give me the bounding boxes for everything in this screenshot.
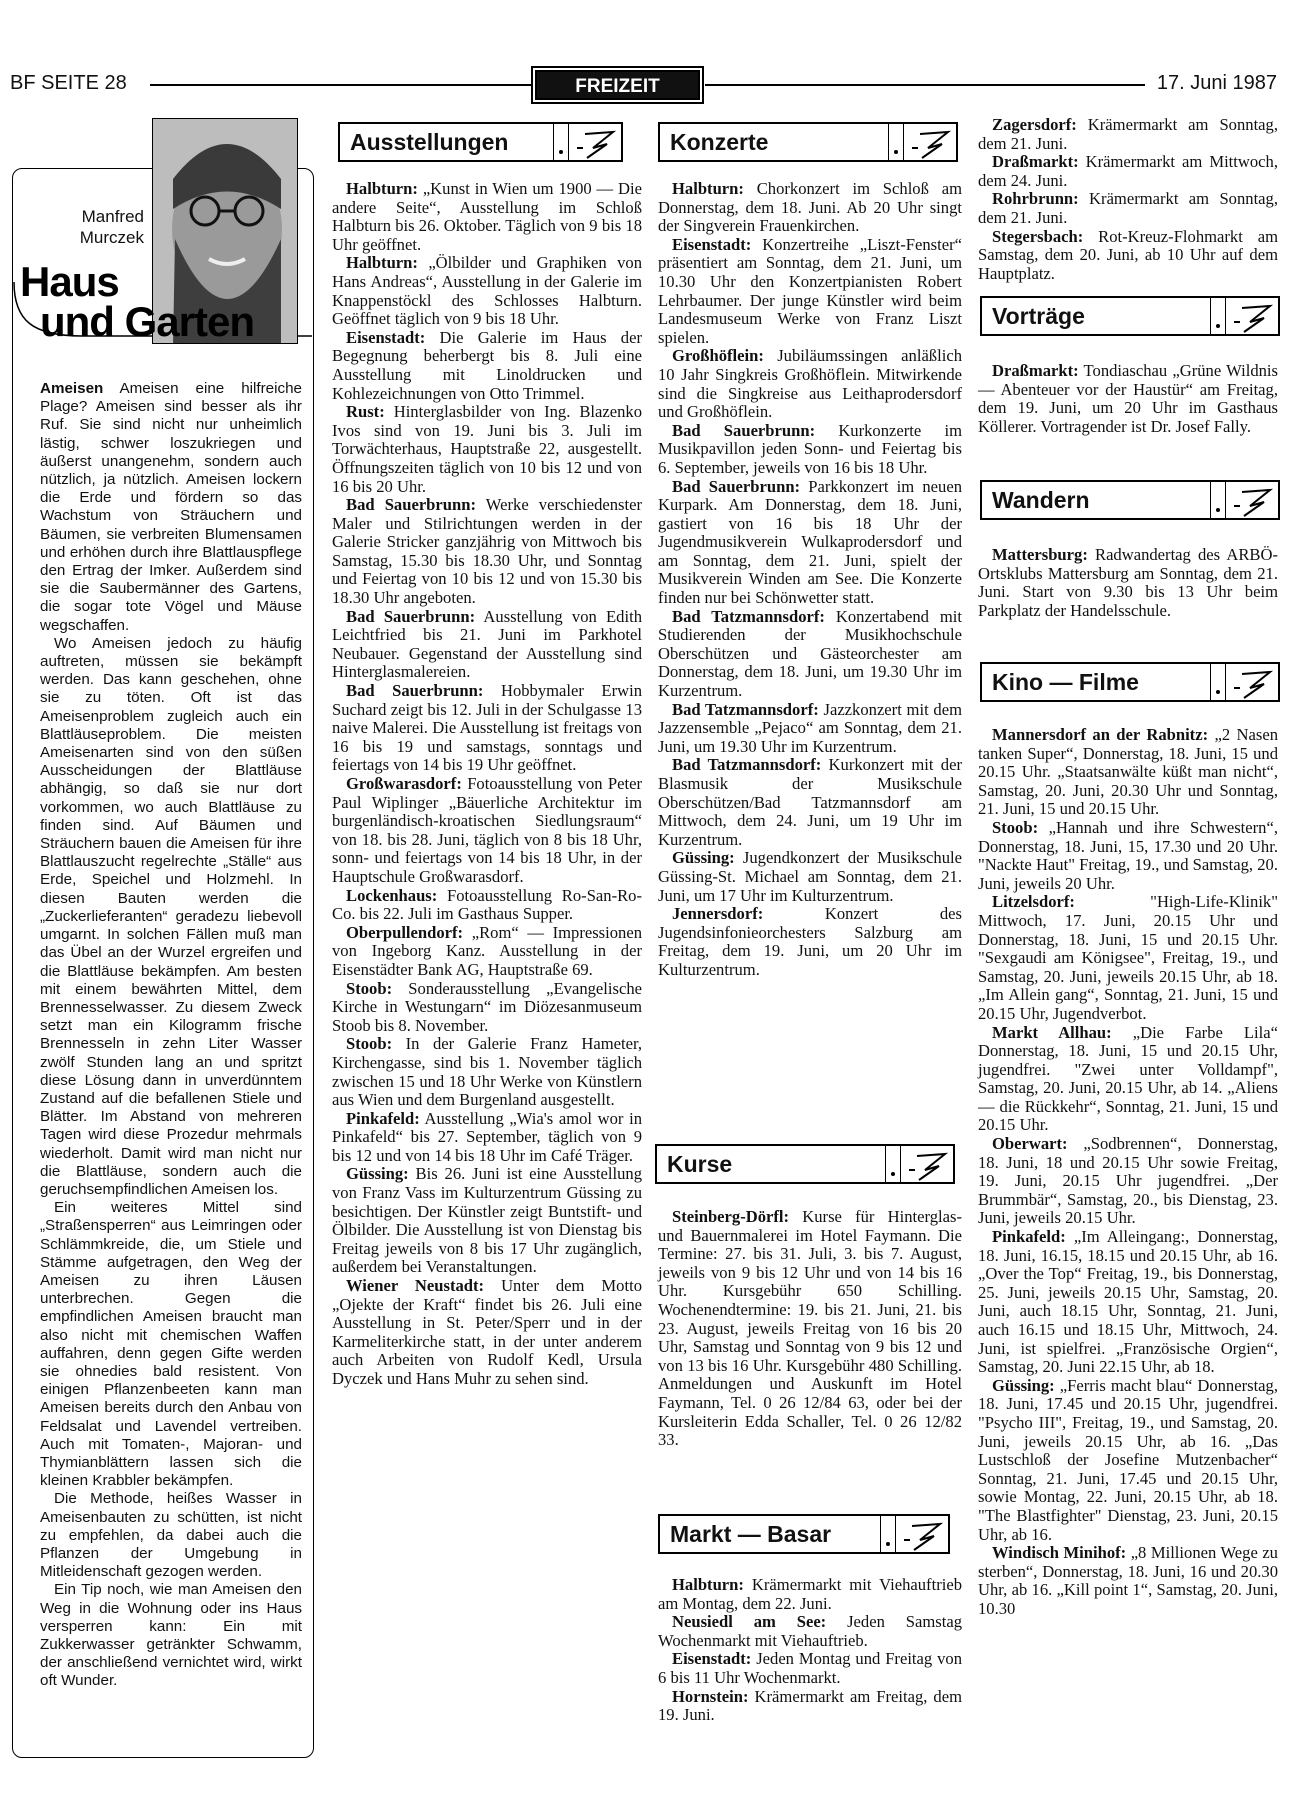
listing-text: Fotoausstellung von Peter Paul Wiplinger „Bäuerliche Architektur im burgenländisch-kroatischen Siedlungsraum“ von 18. bis 28. Juni, täglich von 8 bis 18 Uhr, sonn- und feiertags von 14 bis 18 Uhr, in der Hauptschule Großwarasdorf. bbox=[332, 774, 642, 886]
listing-text: Krämermarkt mit Viehauftrieb am Montag, dem 22. Juni. bbox=[658, 1575, 962, 1613]
section-box-wandern: Wandern bbox=[980, 480, 1280, 520]
section-label: FREIZEIT bbox=[535, 70, 700, 100]
listing-entry bbox=[332, 775, 642, 887]
listing-entry bbox=[658, 1613, 962, 1650]
listing-place: Bad Sauerbrunn: bbox=[346, 681, 484, 701]
page-label: BF SEITE 28 bbox=[10, 72, 127, 94]
listing-place: Lockenhaus: bbox=[346, 885, 438, 905]
listing-place: Rohrbrunn: bbox=[992, 189, 1079, 209]
listing-text: „Hannah und ihre Schwestern“, Donnerstag, 18. Juni, 15, 17.30 und 20 Uhr. "Nackte Haut" Freitag, 19., und Samstag, 20. Juni, jeweils 20 Uhr. bbox=[978, 817, 1278, 893]
listing-place: Markt Allhau: bbox=[992, 1022, 1112, 1042]
issue-date: 17. Juni 1987 bbox=[1156, 72, 1277, 94]
listing-place: Bad Sauerbrunn: bbox=[346, 606, 476, 626]
listing-place: Rust: bbox=[346, 402, 385, 422]
markt-continued-list bbox=[978, 116, 1278, 283]
listing-place: Stoob: bbox=[346, 978, 393, 998]
listing-entry bbox=[658, 1650, 962, 1687]
listing-place: Bad Tatzmannsdorf: bbox=[672, 755, 822, 775]
listing-entry bbox=[978, 819, 1278, 893]
listing-entry bbox=[332, 180, 642, 254]
listing-text: „Im Alleingang:, Donnerstag, 18. Juni, 16.15, 18.15 und 20.15 Uhr, ab 16. „Over the Top“ Freitag, 19., bis Donnerstag, 25. Juni, jeweils 20.15 Uhr, Samstag, 20. Juni, auch 18.15 Uhr, Sonntag, 21. Juni, auch 16.15 und 18.15 Uhr, Mittwoch, 24. Juni, ist spielfrei. „Französische Orgien“, Samstag, 20. Juni 22.15 Uhr, ab 18. bbox=[978, 1227, 1278, 1377]
listing-text: Rot-Kreuz-Flohmarkt am Samstag, dem 20. Juni, ab 10 Uhr auf dem Hauptplatz. bbox=[978, 226, 1278, 283]
listing-text: Werke verschiedenster Maler und Stilrichtungen werden in der Galerie Stricker ganzjährig von Mittwoch bis Samstag, 15.30 bis 18.30 Uhr, und Sonntag und Feiertag von 10 bis 12 und von 15.30 bis 18.30 Uhr angeboten. bbox=[332, 495, 642, 608]
listing-place: Bad Sauerbrunn: bbox=[672, 476, 801, 496]
page-header bbox=[0, 70, 1289, 104]
pen-icon bbox=[1226, 664, 1278, 700]
listing-entry bbox=[978, 362, 1278, 436]
listing-text: Bis 26. Juni ist eine Ausstellung von Franz Vass im Kulturzentrum Güssing zu besichtigen. Der Künstler zeigt Buntstift- und Ölbilder. Die Ausstellung ist von Dienstag bis Freitag jeweils von 8 bis 17 Uhr zugänglich, außerdem bei Veranstaltungen. bbox=[332, 1164, 642, 1277]
listing-place: Halbturn: bbox=[346, 253, 418, 273]
column-body bbox=[40, 380, 302, 1691]
pen-icon bbox=[896, 1516, 948, 1552]
listing-place: Güssing: bbox=[672, 848, 735, 868]
listing-place: Steinberg-Dörfl: bbox=[672, 1207, 790, 1226]
section-box-kurse: Kurse bbox=[655, 1144, 955, 1184]
listing-place: Halbturn: bbox=[672, 1575, 744, 1594]
listing-text: „2 Nasen tanken Super“, Donnerstag, 18. Juni, 15 und 20.15 Uhr. „Staatsanwälte küßt man nicht“, Samstag, 20. Juni, 20.30 Uhr und Sonntag, 21. Juni, 15 und 20.15 Uhr. bbox=[978, 725, 1278, 819]
listing-entry bbox=[332, 496, 642, 608]
listing-entry bbox=[332, 1277, 642, 1389]
listing-place: Oberwart: bbox=[992, 1134, 1068, 1154]
listing-place: Halbturn: bbox=[672, 179, 744, 198]
listing-text: Hinterglasbilder von Ing. Blazenko Ivos sind von 19. Juni bis 3. Juli im Torwächterhaus, Hauptstraße 22, ausgestellt. Öffnungszeiten täglich von 10 bis 12 und von 16 bis 20 Uhr. bbox=[332, 402, 642, 496]
listing-text: Unter dem Motto „Ojekte der Kraft“ findet bis 26. Juli eine Ausstellung in St. Peter/Sperr und in der Karmeliterkirche statt, in der unter anderem auch Arbeiten von Rudolf Kedl, Ursula Dyczek und Hans Muhr zu sehen sind. bbox=[332, 1276, 642, 1388]
listing-place: Pinkafeld: bbox=[992, 1227, 1066, 1247]
listing-place: Bad Tatzmannsdorf: bbox=[672, 606, 825, 626]
listing-entry bbox=[332, 403, 642, 496]
listing-place: Zagersdorf: bbox=[992, 115, 1077, 134]
paragraph: Ein Tip noch, wie man Ameisen den Weg in die Wohnung oder ins Haus versperren kann: Ein mit Zukkerwasser getränkter Schwamm, der anschließend vernichtet wird, wirkt oft Wunder. bbox=[40, 1581, 302, 1690]
listing-entry bbox=[332, 254, 642, 328]
listing-entry bbox=[658, 180, 962, 236]
listing-text: Kurse für Hinterglas- und Bauernmalerei im Hotel Faymann. Die Termine: 27. bis 31. Juli, 3. bis 7. August, jeweils von 9 bis 12 Uhr und von 14 bis 16 Uhr. Kursgebühr 650 Schilling. Wochenendtermine: 19. bis 21. Juni, 21. bis 23. August, jeweils Freitag von 16 bis 20 Uhr, Samstag und Sonntag von 9 bis 12 und von 13 bis 16 Uhr. Kursgebühr 480 Schilling. Anmeldungen und Auskunft im Hotel Faymann, Tel. 0 26 12/84 63, oder bei der Kursleiterin Edda Schaller, Tel. 0 26 12/82 33. bbox=[658, 1207, 962, 1450]
listing-entry bbox=[332, 1110, 642, 1166]
ausstellungen-list bbox=[332, 180, 642, 1389]
listing-text: Jugendkonzert der Musikschule Güssing-St. Michael am Sonntag, dem 21. Juni, um 17 Uhr im Kulturzentrum. bbox=[658, 848, 962, 905]
listing-place: Draßmarkt: bbox=[992, 361, 1079, 380]
listing-place: Halbturn: bbox=[346, 179, 418, 198]
listing-entry bbox=[978, 228, 1278, 284]
listing-text: Sonderausstellung „Evangelische Kirche in Westungarn“ im Diözesanmuseum Stoob bis 8. November. bbox=[332, 978, 642, 1035]
listing-entry bbox=[332, 608, 642, 682]
listing-place: Draßmarkt: bbox=[992, 152, 1079, 172]
pen-icon bbox=[904, 124, 956, 160]
listing-text: Die Galerie im Haus der Begegnung beherbergt bis 8. Juli eine Ausstellung mit Linoldrucken und Kohlezeichnungen von Otto Trimmel. bbox=[332, 327, 642, 403]
listing-text: Radwandertag des ARBÖ-Ortsklubs Mattersburg am Sonntag, dem 21. Juni. Start von 9.30 bis 13 Uhr beim Parkplatz der Handelsschule. bbox=[978, 545, 1278, 620]
paragraph: Wo Ameisen jedoch zu häufig auftreten, müssen sie bekämpft werden. Das kann geschehen, ohne sie zu töten. Oft ist das Ameisenproblem zugleich auch ein Blattläuseproblem. Die meisten Ameisenarten sind von den süßen Ausscheidungen der Blattläuse abhängig, so daß sie nur dort vorkommen, wo auch Blattläuse zu finden sind. Auf Bäumen und Sträuchern bauen die Ameisen für ihre Blattlauszucht regelrechte „Ställe“ aus Erde, Speichel und Holzmehl. In diesen Bauten werden die „Zuckerlieferanten“ geradezu liebevoll umgarnt. In solchen Fällen muß man das Übel an der Wurzel ergreifen und die Blattläuse bekämpfen. Am besten mit einem bewährten Mittel, dem Brennesselwasser. Zu diesem Zweck setzt man ein Kilogramm frische Brennesseln in zehn Liter Wasser zwölf Stunden lang an und spritzt diese Lösung dann in unverdünntem Zustand auf die befallenen Stiele und Blätter. Im Abstand von mehreren Tagen wird diese Prozedur mehrmals wiederholt. Damit wird man nicht nur die Blattläuse, sondern auch die geruchsempfindlichen Ameisen los. bbox=[40, 634, 302, 1198]
listing-place: Eisenstadt: bbox=[672, 234, 752, 254]
listing-place: Stoob: bbox=[992, 817, 1039, 837]
listing-entry bbox=[978, 1544, 1278, 1618]
listing-text: Krämermarkt am Sonntag, dem 21. Juni. bbox=[978, 189, 1278, 227]
listing-place: Bad Sauerbrunn: bbox=[346, 495, 476, 515]
listing-entry bbox=[332, 1165, 642, 1277]
listing-entry bbox=[658, 347, 962, 421]
listing-text: Jeden Montag und Freitag von 6 bis 11 Uhr Wochenmarkt. bbox=[658, 1649, 962, 1687]
paragraph bbox=[40, 380, 302, 635]
listing-entry bbox=[978, 116, 1278, 153]
listing-text: Fotoausstellung Ro-San-Ro-Co. bis 22. Juli im Gasthaus Supper. bbox=[332, 885, 642, 924]
listing-place: Eisenstadt: bbox=[672, 1649, 752, 1669]
paragraph-text: Ameisen eine hilfreiche Plage? Ameisen sind besser als ihr Ruf. Sie sind nicht nur unheimlich lästig, schwer loszukriegen und äußerst unangenehm, sondern auch nützlich, ja nützlich. Ameisen lockern die Erde und fördern so das Wachstum von Sträuchern und Bäumen, sie verbreiten Blumensamen und erhöhen durch ihre Blattlauspflege den Ertrag der Imker. Außerdem sind sie die Saubermänner des Gartens, die sogar tote Vögel und Mäuse wegschaffen. bbox=[40, 380, 302, 634]
listing-text: Kurkonzerte im Musikpavillon jeden Sonn- und Feiertag bis 6. September, jeweils von 16 bis 18 Uhr. bbox=[658, 420, 962, 477]
listing-entry bbox=[978, 1135, 1278, 1228]
listing-place: Neusiedl am See: bbox=[672, 1612, 827, 1632]
pen-icon bbox=[901, 1146, 953, 1182]
listing-text: „8 Millionen Wege zu sterben“, Donnerstag, 18. Juni, 16 und 20.30 Uhr, ab 16. „Kill point 1“, Samstag, 20. Juni, 10.30 bbox=[978, 1543, 1278, 1618]
listing-entry bbox=[332, 980, 642, 1036]
listing-entry bbox=[978, 1024, 1278, 1136]
listing-text: Konzert des Jugendsinfonieorchesters Salzburg am Freitag, dem 19. Juni, um 20 Uhr im Kulturzentrum. bbox=[658, 904, 962, 979]
listing-entry bbox=[978, 726, 1278, 819]
listing-entry bbox=[978, 546, 1278, 620]
listing-entry bbox=[658, 1576, 962, 1613]
listing-entry bbox=[658, 701, 962, 757]
listing-text: Krämermarkt am Freitag, dem 19. Juni. bbox=[658, 1686, 962, 1725]
listing-text: Konzertabend mit Studierenden der Musikhochschule Oberschützen und Gästeorchester am Donnerstag, dem 18. Juni, um 19.30 Uhr im Kurzentrum. bbox=[658, 606, 962, 701]
listing-text: „Ferris macht blau“ Donnerstag, 18. Juni, 17.45 und 20.15 Uhr, jugendfrei. "Psycho III", Freitag, 19., und Samstag, 20. Juni, jeweils 20.15 Uhr, ab 16. „Das Lustschloß der Josefine Mutzenbacher“ Sonntag, 21. Juni, 17.45 und 20.15 Uhr, sowie Montag, 22. Juni, 20.15 Uhr, ab 18. "The Blastfighter" Dienstag, 23. Juni, 20.15 Uhr, ab 16. bbox=[978, 1375, 1278, 1544]
listing-entry bbox=[332, 924, 642, 980]
listing-entry bbox=[332, 1035, 642, 1109]
listing-place: Wiener Neustadt: bbox=[346, 1276, 485, 1296]
listing-text: Hobbymaler Erwin Suchard zeigt bis 12. Juli in der Schulgasse 13 naive Malerei. Die Ausstellung ist freitags von 16 bis 19 und samstags, sonntags und feiertags von 14 bis 19 Uhr geöffnet. bbox=[332, 681, 642, 775]
listing-text: Ausstellung „Wia's amol wor in Pinkafeld“ bis 27. September, täglich von 9 bis 12 und von 14 bis 18 Uhr im Café Träger. bbox=[332, 1108, 642, 1165]
listing-entry bbox=[978, 893, 1278, 1023]
paragraph: Ein weiteres Mittel sind „Straßensperren“ aus Leimringen oder Schlämmkreide, die, um Stiele und Stämme aufgetragen, den Weg der Ameisen zu ihren Läusen unterbrechen. Gegen die empfindlichen Ameisen braucht man also nicht mit chemischen Waffen auffahren, denn gegen Gifte werden sie ohnedies bald resistent. Von einigen Pflanzenbeeten kann man Ameisen bereits durch den Anbau von Feldsalat und Lavendel vertreiben. Auch mit Tomaten-, Majoran- und Thymianblättern lassen sich die kleinen Krabbler bekämpfen. bbox=[40, 1199, 302, 1490]
listing-entry bbox=[658, 849, 962, 905]
listing-text: In der Galerie Franz Hameter, Kirchengasse, sind bis 1. November täglich zwischen 15 und 18 Uhr Werke von Künstlern aus Wien und dem Burgenland ausgestellt. bbox=[332, 1034, 642, 1110]
wandern-list bbox=[978, 546, 1278, 620]
listing-entry bbox=[658, 905, 962, 979]
section-box-kino: Kino — Filme bbox=[980, 662, 1280, 702]
vortraege-list bbox=[978, 362, 1278, 436]
listing-text: „Ölbilder und Graphiken von Hans Andreas“, Ausstellung in der Galerie im Knappenstöckl des Schlosses Halbturn. Geöffnet täglich von 9 bis 18 Uhr. bbox=[332, 253, 642, 329]
listing-place: Mattersburg: bbox=[992, 545, 1088, 564]
listing-place: Litzelsdorf: bbox=[992, 892, 1075, 912]
markt-list bbox=[658, 1576, 962, 1725]
listing-entry bbox=[978, 190, 1278, 227]
listing-place: Bad Sauerbrunn: bbox=[672, 420, 816, 440]
header-rule-left bbox=[150, 84, 532, 86]
paragraph: Die Methode, heißes Wasser in Ameisenbauten zu schütten, ist nicht zu empfehlen, da dabei auch die Pflanzen der Umgebung in Mitleidenschaft gezogen werden. bbox=[40, 1490, 302, 1581]
header-rule-right bbox=[705, 84, 1145, 86]
listing-entry bbox=[658, 608, 962, 701]
listing-entry bbox=[658, 756, 962, 849]
kino-list bbox=[978, 726, 1278, 1619]
listing-text: „Kunst in Wien um 1900 — Die andere Seite“, Ausstellung im Schloß Halbturn bis 26. Oktober. Täglich von 9 bis 18 Uhr geöffnet. bbox=[332, 179, 642, 254]
listing-place: Windisch Minihof: bbox=[992, 1543, 1127, 1563]
konzerte-list bbox=[658, 180, 962, 980]
listing-text: Konzertreihe „Liszt-Fenster“ präsentiert am Sonntag, dem 21. Juni, um 10.30 Uhr den Konzertpianisten Robert Lehrbaumer. Der junge Künstler wird beim Landesmuseum Werke von Franz Liszt spielen. bbox=[658, 234, 962, 347]
listing-text: "High-Life-Klinik" Mittwoch, 17. Juni, 20.15 Uhr und Donnerstag, 18. Juni, 15 und 20.15 Uhr. "Sexgaudi am Königsee", Freitag, 19., und Samstag, 20. Juni, jeweils 20.15 Uhr, ab 18. „Im Allein gang“, Sonntag, 21. Juni, 15 und 20.15 Uhr, Jugendverbot. bbox=[978, 892, 1278, 1023]
listing-place: Großhöflein: bbox=[672, 346, 764, 366]
listing-text: Jubiläumssingen anläßlich 10 Jahr Singkreis Großhöflein. Mitwirkende sind die Singkreise aus Leithaprodersdorf und Großhöflein. bbox=[658, 346, 962, 422]
listing-text: „Sodbrennen“, Donnerstag, 18. Juni, 18 und 20.15 Uhr sowie Freitag, 19. Juni, 20.15 Uhr jugendfrei. „Der Brummbär“, Samstag, 20., bis Dienstag, 23. Juni, jeweils 20.15 Uhr. bbox=[978, 1134, 1278, 1228]
listing-place: Stegersbach: bbox=[992, 226, 1084, 246]
listing-text: Krämermarkt am Mittwoch, dem 24. Juni. bbox=[978, 152, 1278, 190]
listing-place: Hornstein: bbox=[672, 1686, 749, 1706]
listing-text: „Rom“ — Impressionen von Ingeborg Kanz. Ausstellung in der Eisenstädter Bank AG, Hauptstraße 69. bbox=[332, 922, 642, 979]
listing-text: Krämermarkt am Sonntag, dem 21. Juni. bbox=[978, 115, 1278, 153]
listing-text: Ausstellung von Edith Leichtfried bis 21. Juni im Parkhotel Neubauer. Gegenstand der Ausstellung sind Hinterglasmalereien. bbox=[332, 606, 642, 682]
lead-word: Ameisen bbox=[40, 380, 104, 397]
listing-place: Jennersdorf: bbox=[672, 904, 764, 924]
listing-entry bbox=[978, 1377, 1278, 1544]
listing-text: Jazzkonzert mit dem Jazzensemble „Pejaco“ am Sonntag, dem 21. Juni, um 19.30 Uhr im Kurzentrum. bbox=[658, 699, 962, 756]
listing-entry bbox=[332, 887, 642, 924]
listing-place: Güssing: bbox=[992, 1375, 1055, 1395]
pen-icon bbox=[1226, 298, 1278, 334]
section-box-vortraege: Vorträge bbox=[980, 296, 1280, 336]
author-name: Manfred Murczek bbox=[79, 207, 144, 247]
listing-text: Parkkonzert im neuen Kurpark. Am Donnerstag, dem 18. Juni, gastiert von 16 bis 18 Uhr der Jugendmusikverein Wulkaprodersdorf und am Sonntag, dem 21. Juni, spielt der Musikverein Winden am See. Die Konzerte finden nur bei Schönwetter statt. bbox=[658, 476, 962, 608]
pen-icon bbox=[569, 124, 621, 160]
section-box-markt: Markt — Basar bbox=[658, 1514, 950, 1554]
listing-entry bbox=[658, 1688, 962, 1725]
listing-entry bbox=[658, 236, 962, 348]
listing-text: Kurkonzert mit der Blasmusik der Musikschule Oberschützen/Bad Tatzmannsdorf am Mittwoch, dem 24. Juni, um 19 Uhr im Kurzentrum. bbox=[658, 755, 962, 849]
section-box-konzerte: Konzerte bbox=[658, 122, 958, 162]
listing-place: Stoob: bbox=[346, 1034, 393, 1054]
listing-place: Großwarasdorf: bbox=[346, 774, 462, 793]
listing-entry bbox=[978, 153, 1278, 190]
listing-place: Oberpullendorf: bbox=[346, 922, 464, 942]
listing-entry bbox=[332, 329, 642, 403]
section-box-ausstellungen: Ausstellungen bbox=[338, 122, 623, 162]
listing-place: Güssing: bbox=[346, 1164, 409, 1184]
listing-entry bbox=[978, 1228, 1278, 1377]
listing-entry bbox=[332, 682, 642, 775]
listing-text: Tondiaschau „Grüne Wildnis — Abenteuer vor der Haustür“ am Freitag, dem 19. Juni, um 20 Uhr im Gasthaus Köllerer. Vortragender ist Dr. Josef Fally. bbox=[978, 361, 1278, 436]
listing-entry bbox=[658, 422, 962, 478]
column-title: Haus und Garten bbox=[20, 258, 255, 345]
kurse-list bbox=[658, 1208, 962, 1450]
pen-icon bbox=[1226, 482, 1278, 518]
listing-text: „Die Farbe Lila“ Donnerstag, 18. Juni, 15 und 20.15 Uhr, jugendfrei. "Zwei unter Volldampf", Samstag, 20. Juni, 20.15 Uhr, ab 14. „Aliens — die Rückkehr“, Sonntag, 21. Juni, 15 und 20.15 Uhr. bbox=[978, 1022, 1278, 1135]
listing-entry bbox=[658, 478, 962, 608]
listing-text: Chorkonzert im Schloß am Donnerstag, dem 18. Juni. Ab 20 Uhr singt der Singverein Frauenkirchen. bbox=[658, 179, 962, 236]
listing-place: Bad Tatzmannsdorf: bbox=[672, 699, 819, 719]
listing-place: Mannersdorf an der Rabnitz: bbox=[992, 725, 1209, 744]
listing-text: Jeden Samstag Wochenmarkt mit Viehauftrieb. bbox=[658, 1612, 962, 1650]
listing-place: Eisenstadt: bbox=[346, 327, 426, 347]
listing-place: Pinkafeld: bbox=[346, 1108, 420, 1128]
listing-entry bbox=[658, 1208, 962, 1450]
